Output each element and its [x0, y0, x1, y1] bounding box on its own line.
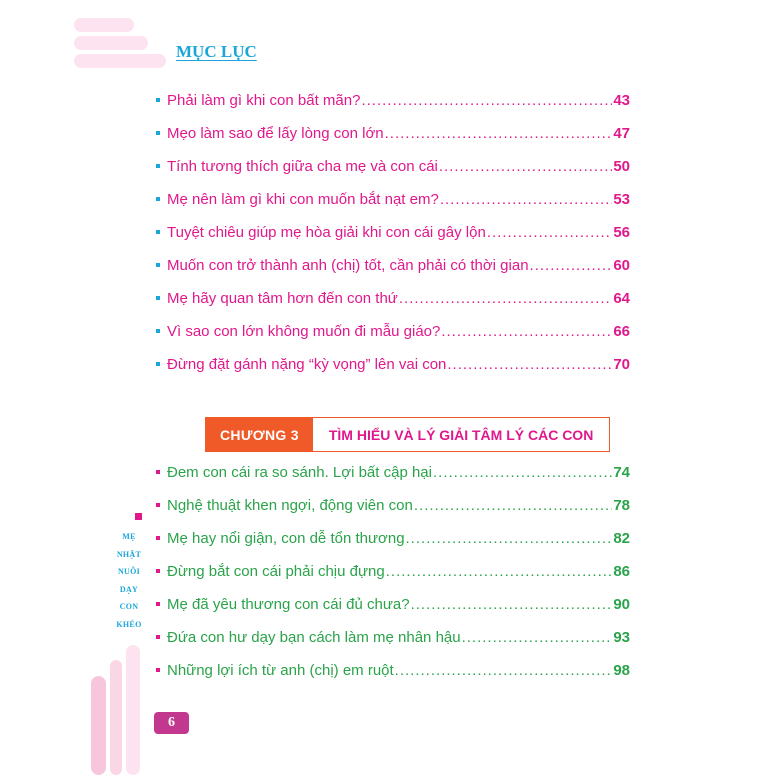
toc-entry-title: Mẹ đã yêu thương con cái đủ chưa? — [167, 596, 410, 613]
toc-entry[interactable] — [156, 158, 630, 191]
decor-bar-bottom-1 — [91, 676, 106, 775]
dot-leader — [487, 224, 613, 242]
decor-bar-top-1 — [74, 18, 134, 32]
toc-entry[interactable] — [156, 629, 630, 662]
toc-entry-title: Đừng bắt con cái phải chịu đựng — [167, 563, 385, 580]
bullet-icon — [156, 164, 160, 168]
bullet-icon — [156, 470, 160, 474]
toc-entry-title: Mẹ nên làm gì khi con muốn bắt nạt em? — [167, 191, 439, 208]
toc-entry[interactable] — [156, 92, 630, 125]
bullet-icon — [156, 131, 160, 135]
toc-entry-page: 43 — [613, 92, 630, 109]
bullet-icon — [156, 635, 160, 639]
dot-leader — [440, 191, 612, 209]
toc-section-a — [156, 92, 630, 389]
toc-entry-title: Muốn con trở thành anh (chị) tốt, cần phải có thời gian — [167, 257, 529, 274]
decor-bar-bottom-2 — [110, 660, 122, 775]
bullet-icon — [156, 362, 160, 366]
toc-entry-page: 56 — [613, 224, 630, 241]
bullet-icon — [156, 329, 160, 333]
toc-entry-title: Mẹ hay nổi giận, con dễ tổn thương — [167, 530, 405, 547]
bullet-icon — [156, 230, 160, 234]
dot-leader — [361, 92, 612, 110]
toc-section-b — [156, 464, 630, 695]
toc-entry-title: Tính tương thích giữa cha mẹ và con cái — [167, 158, 438, 175]
toc-entry[interactable] — [156, 356, 630, 389]
decor-bar-top-2 — [74, 36, 148, 50]
dot-leader — [462, 629, 613, 647]
book-title-sidebar — [108, 528, 150, 633]
toc-entry-page: 50 — [613, 158, 630, 175]
toc-entry-title: Nghệ thuật khen ngợi, động viên con — [167, 497, 413, 514]
toc-entry-page: 93 — [613, 629, 630, 646]
toc-entry[interactable] — [156, 191, 630, 224]
dot-leader — [385, 125, 613, 143]
decor-bar-top-3 — [74, 54, 166, 68]
dot-leader — [399, 290, 612, 308]
toc-entry[interactable] — [156, 497, 630, 530]
dot-leader — [530, 257, 613, 275]
dot-leader — [411, 596, 613, 614]
toc-entry[interactable] — [156, 530, 630, 563]
toc-entry-page: 60 — [613, 257, 630, 274]
bullet-icon — [156, 263, 160, 267]
toc-entry-title: Đừng đặt gánh nặng “kỳ vọng” lên vai con — [167, 356, 447, 373]
toc-entry-title: Mẹo làm sao để lấy lòng con lớn — [167, 125, 384, 142]
toc-entry-page: 98 — [613, 662, 630, 679]
toc-entry[interactable] — [156, 662, 630, 695]
page-title: MỤC LỤC — [176, 42, 257, 61]
bullet-icon — [156, 197, 160, 201]
bullet-icon — [156, 536, 160, 540]
page-number-badge: 6 — [154, 712, 189, 734]
book-title-word: CON — [119, 602, 139, 611]
toc-entry-title: Đem con cái ra so sánh. Lợi bất cập hại — [167, 464, 432, 481]
toc-entry[interactable] — [156, 323, 630, 356]
toc-entry-page: 78 — [613, 497, 630, 514]
bullet-icon — [156, 668, 160, 672]
toc-entry[interactable] — [156, 257, 630, 290]
book-title-word: NHẬT — [116, 549, 142, 559]
toc-entry-page: 90 — [613, 596, 630, 613]
dot-leader — [447, 356, 612, 374]
bullet-icon — [156, 569, 160, 573]
toc-entry-page: 66 — [613, 323, 630, 340]
toc-entry-title: Tuyệt chiêu giúp mẹ hòa giải khi con cái gây lộn — [167, 224, 486, 241]
toc-entry-title: Đứa con hư dạy bạn cách làm mẹ nhân hậu — [167, 629, 461, 646]
toc-entry-page: 74 — [613, 464, 630, 481]
toc-entry[interactable] — [156, 224, 630, 257]
chapter-title: TÌM HIỂU VÀ LÝ GIẢI TÂM LÝ CÁC CON — [328, 426, 594, 443]
dot-leader — [439, 158, 612, 176]
dot-leader — [406, 530, 613, 548]
bullet-icon — [156, 503, 160, 507]
toc-entry-title: Mẹ hãy quan tâm hơn đến con thứ — [167, 290, 398, 307]
decor-bar-bottom-3 — [126, 645, 140, 775]
toc-entry-page: 64 — [613, 290, 630, 307]
toc-entry-page: 86 — [613, 563, 630, 580]
toc-entry-page: 82 — [613, 530, 630, 547]
book-title-word: NUÔI — [117, 567, 141, 576]
toc-entry[interactable] — [156, 290, 630, 323]
book-title-word: MẸ — [122, 532, 136, 541]
toc-entry[interactable] — [156, 464, 630, 497]
toc-entry[interactable] — [156, 563, 630, 596]
sidebar-marker — [135, 513, 142, 520]
dot-leader — [386, 563, 613, 581]
toc-entry-page: 70 — [613, 356, 630, 373]
dot-leader — [441, 323, 612, 341]
toc-entry-page: 47 — [613, 125, 630, 142]
bullet-icon — [156, 98, 160, 102]
toc-entry[interactable] — [156, 596, 630, 629]
toc-entry-title: Những lợi ích từ anh (chị) em ruột — [167, 662, 394, 679]
toc-entry-title: Vì sao con lớn không muốn đi mẫu giáo? — [167, 323, 441, 340]
chapter-heading — [205, 417, 610, 452]
chapter-number: CHƯƠNG 3 — [206, 418, 313, 451]
dot-leader — [395, 662, 613, 680]
bullet-icon — [156, 602, 160, 606]
bullet-icon — [156, 296, 160, 300]
dot-leader — [414, 497, 612, 515]
toc-entry[interactable] — [156, 125, 630, 158]
dot-leader — [433, 464, 612, 482]
toc-entry-page: 53 — [613, 191, 630, 208]
book-title-word: KHÉO — [116, 619, 142, 629]
book-title-word: DẠY — [119, 584, 139, 594]
toc-entry-title: Phải làm gì khi con bất mãn? — [167, 92, 361, 109]
